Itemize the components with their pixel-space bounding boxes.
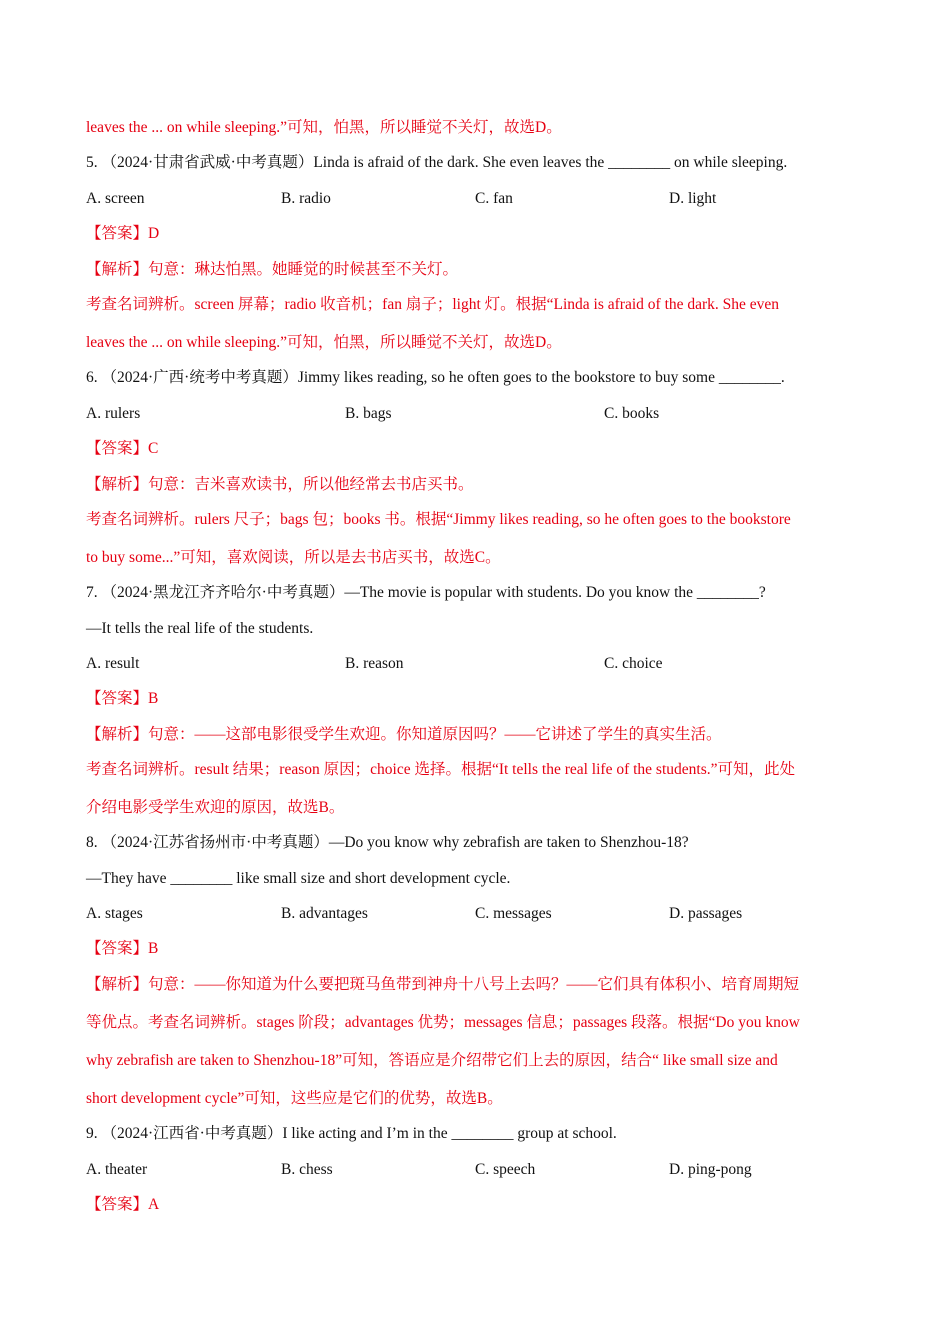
question-9-stem: 9. （2024·江西省·中考真题）I like acting and I’m in the ________ group at school. [86,1125,617,1142]
question-6-options [86,403,866,425]
analysis-continuation: leaves the ... on while sleeping.”可知，怕黑，所以睡觉不关灯，故选D。 [86,119,562,136]
question-8-options [86,903,866,925]
question-5-answer: 【答案】D [86,225,160,242]
option-c: C. messages [475,905,552,922]
option-a: A. screen [86,190,145,207]
question-6-analysis-1: 【解析】句意：吉米喜欢读书，所以他经常去书店买书。 [86,476,474,493]
option-b: B. chess [281,1161,333,1178]
question-6-analysis-2: 考查名词辨析。rulers 尺子；bags 包；books 书。根据“Jimmy likes reading, so he often goes to the bookstore [86,511,791,528]
option-a: A. rulers [86,405,141,422]
question-5-analysis-3: leaves the ... on while sleeping.”可知，怕黑，所以睡觉不关灯，故选D。 [86,334,562,351]
option-d: D. passages [669,905,743,922]
question-7-analysis-2: 考查名词辨析。result 结果；reason 原因；choice 选择。根据“It tells the real life of the students.”可知，此处 [86,761,795,778]
question-5-stem: 5. （2024·甘肃省武威·中考真题）Linda is afraid of the dark. She even leaves the ________ on while sleeping. [86,154,788,171]
question-8-answer: 【答案】B [86,940,159,957]
question-8-stem-reply: —They have ________ like small size and short development cycle. [86,870,511,887]
question-7-stem-reply: —It tells the real life of the students. [86,620,314,637]
option-a: A. stages [86,905,143,922]
option-c: C. books [604,405,660,422]
question-9-options [86,1159,866,1181]
option-b: B. reason [345,655,404,672]
question-7-options [86,653,866,675]
option-a: A. result [86,655,140,672]
question-5-analysis-2: 考查名词辨析。screen 屏幕；radio 收音机；fan 扇子；light 灯。根据“Linda is afraid of the dark. She even [86,296,780,313]
question-8-stem: 8. （2024·江苏省扬州市·中考真题）—Do you know why zebrafish are taken to Shenzhou-18? [86,834,689,851]
question-6-stem: 6. （2024·广西·统考中考真题）Jimmy likes reading, so he often goes to the bookstore to buy some ________. [86,369,785,386]
question-8-analysis-3: why zebrafish are taken to Shenzhou-18”可知，答语应是介绍带它们上去的原因，结合“ like small size and [86,1052,778,1069]
question-9-answer: 【答案】A [86,1196,160,1213]
question-7-analysis-3: 介绍电影受学生欢迎的原因，故选B。 [86,799,345,816]
question-6-analysis-3: to buy some...”可知，喜欢阅读，所以是去书店买书，故选C。 [86,549,501,566]
question-7-answer: 【答案】B [86,690,159,707]
option-d: D. light [669,190,717,207]
option-c: C. fan [475,190,513,207]
question-8-analysis-2: 等优点。考查名词辨析。stages 阶段；advantages 优势；messages 信息；passages 段落。根据“Do you know [86,1014,800,1031]
option-b: B. radio [281,190,331,207]
question-5-analysis-1: 【解析】句意：琳达怕黑。她睡觉的时候甚至不关灯。 [86,261,459,278]
option-b: B. advantages [281,905,368,922]
option-a: A. theater [86,1161,148,1178]
question-7-stem: 7. （2024·黑龙江齐齐哈尔·中考真题）—The movie is popular with students. Do you know the ________? [86,584,766,601]
option-c: C. speech [475,1161,536,1178]
question-7-analysis-1: 【解析】句意：——这部电影很受学生欢迎。你知道原因吗？——它讲述了学生的真实生活。 [86,726,722,743]
question-5-options [86,188,866,210]
question-8-analysis-1: 【解析】句意：——你知道为什么要把斑马鱼带到神舟十八号上去吗？——它们具有体积小、培育周期短 [86,976,800,993]
option-d: D. ping-pong [669,1161,752,1178]
option-b: B. bags [345,405,392,422]
question-6-answer: 【答案】C [86,440,159,457]
question-8-analysis-4: short development cycle”可知，这些应是它们的优势，故选B。 [86,1090,503,1107]
option-c: C. choice [604,655,663,672]
